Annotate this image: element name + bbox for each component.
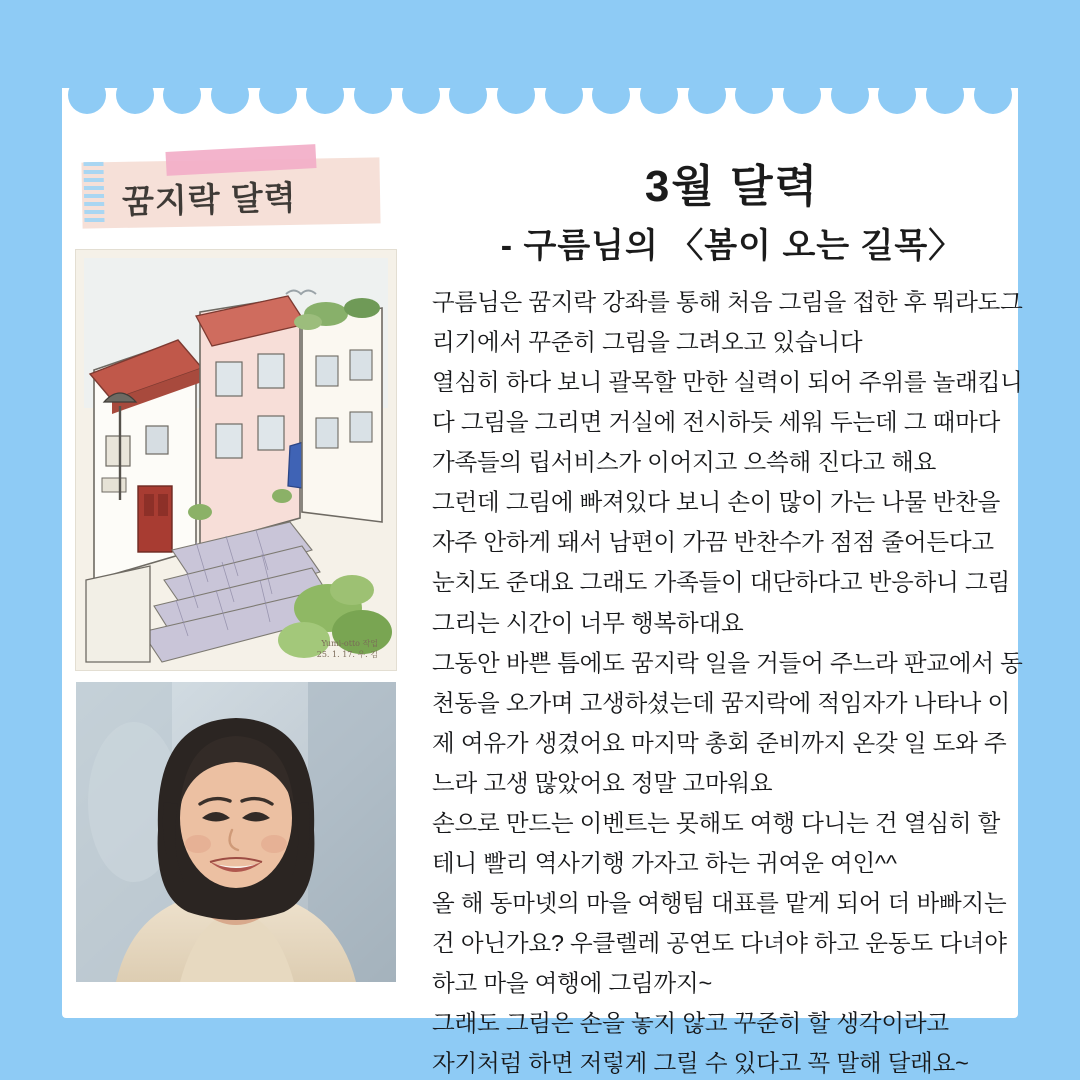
body-line: 하고 마을 여행에 그림까지~ [432, 970, 713, 997]
body-line: 열심히 하다 보니 괄목할 만한 실력이 되어 주위를 놀래킵니 [432, 369, 1023, 396]
body-line: 가족들의 립서비스가 이어지고 으쓱해 진다고 해요 [432, 449, 937, 476]
body-line: 눈치도 준대요 그래도 가족들이 대단하다고 반응하니 그림 [432, 569, 1010, 596]
portrait-photo [76, 682, 396, 982]
body-line: 천동을 오가며 고생하셨는데 꿈지락에 적임자가 나타나 이 [432, 689, 1010, 716]
body-line: 손으로 만드는 이벤트는 못해도 여행 다니는 건 열심히 할 [432, 809, 1001, 836]
body-line: 자주 안하게 돼서 남편이 가끔 반찬수가 점점 줄어든다고 [432, 529, 994, 556]
tag-stripe-decoration [83, 162, 104, 224]
artwork-signature: Yumi-otto 작업 25. 1. 17. 우. 김 [316, 639, 378, 659]
body-line: 리기에서 꾸준히 그림을 그려오고 있습니다 [432, 329, 863, 356]
right-column [432, 150, 1032, 1080]
calendar-tag [82, 148, 382, 232]
scallop-decoration [62, 62, 1018, 116]
body-line: 그런데 그림에 빠져있다 보니 손이 많이 가는 나물 반찬을 [432, 489, 1001, 516]
left-column [76, 148, 396, 982]
body-line: 올 해 동마넷의 마을 여행팀 대표를 맡게 되어 더 바빠지는 [432, 889, 1007, 916]
body-line: 느라 고생 많았어요 정말 고마워요 [432, 769, 773, 796]
body-line: 구름님은 꿈지락 강좌를 통해 처음 그림을 접한 후 뭐라도그 [432, 289, 1023, 315]
article-body [432, 283, 1032, 1080]
body-line: 건 아닌가요? 우클렐레 공연도 다녀야 하고 운동도 다녀야 [432, 930, 1007, 956]
page-title: 3월 달력 [644, 162, 820, 211]
page-subtitle: - 구름님의 〈봄이 오는 길목〉 [500, 227, 964, 265]
body-line: 그동안 바쁜 틈에도 꿈지락 일을 거들어 주느라 판교에서 동 [432, 649, 1023, 676]
body-line: 테니 빨리 역사기행 가자고 하는 귀여운 여인^^ [432, 849, 897, 876]
artwork-illustration [76, 250, 396, 670]
body-line: 자기처럼 하면 저렇게 그릴 수 있다고 꼭 말해 달래요~ [432, 1050, 969, 1077]
tag-label: 꿈지락 달력 [121, 178, 298, 221]
body-line: 제 여유가 생겼어요 마지막 총회 준비까지 온갖 일 도와 주 [432, 729, 1007, 756]
body-line: 다 그림을 그리면 거실에 전시하듯 세워 두는데 그 때마다 [432, 409, 1001, 436]
body-line: 그래도 그림은 손을 놓지 않고 꾸준히 할 생각이라고 [432, 1010, 949, 1037]
body-line: 그리는 시간이 너무 행복하대요 [432, 609, 744, 636]
